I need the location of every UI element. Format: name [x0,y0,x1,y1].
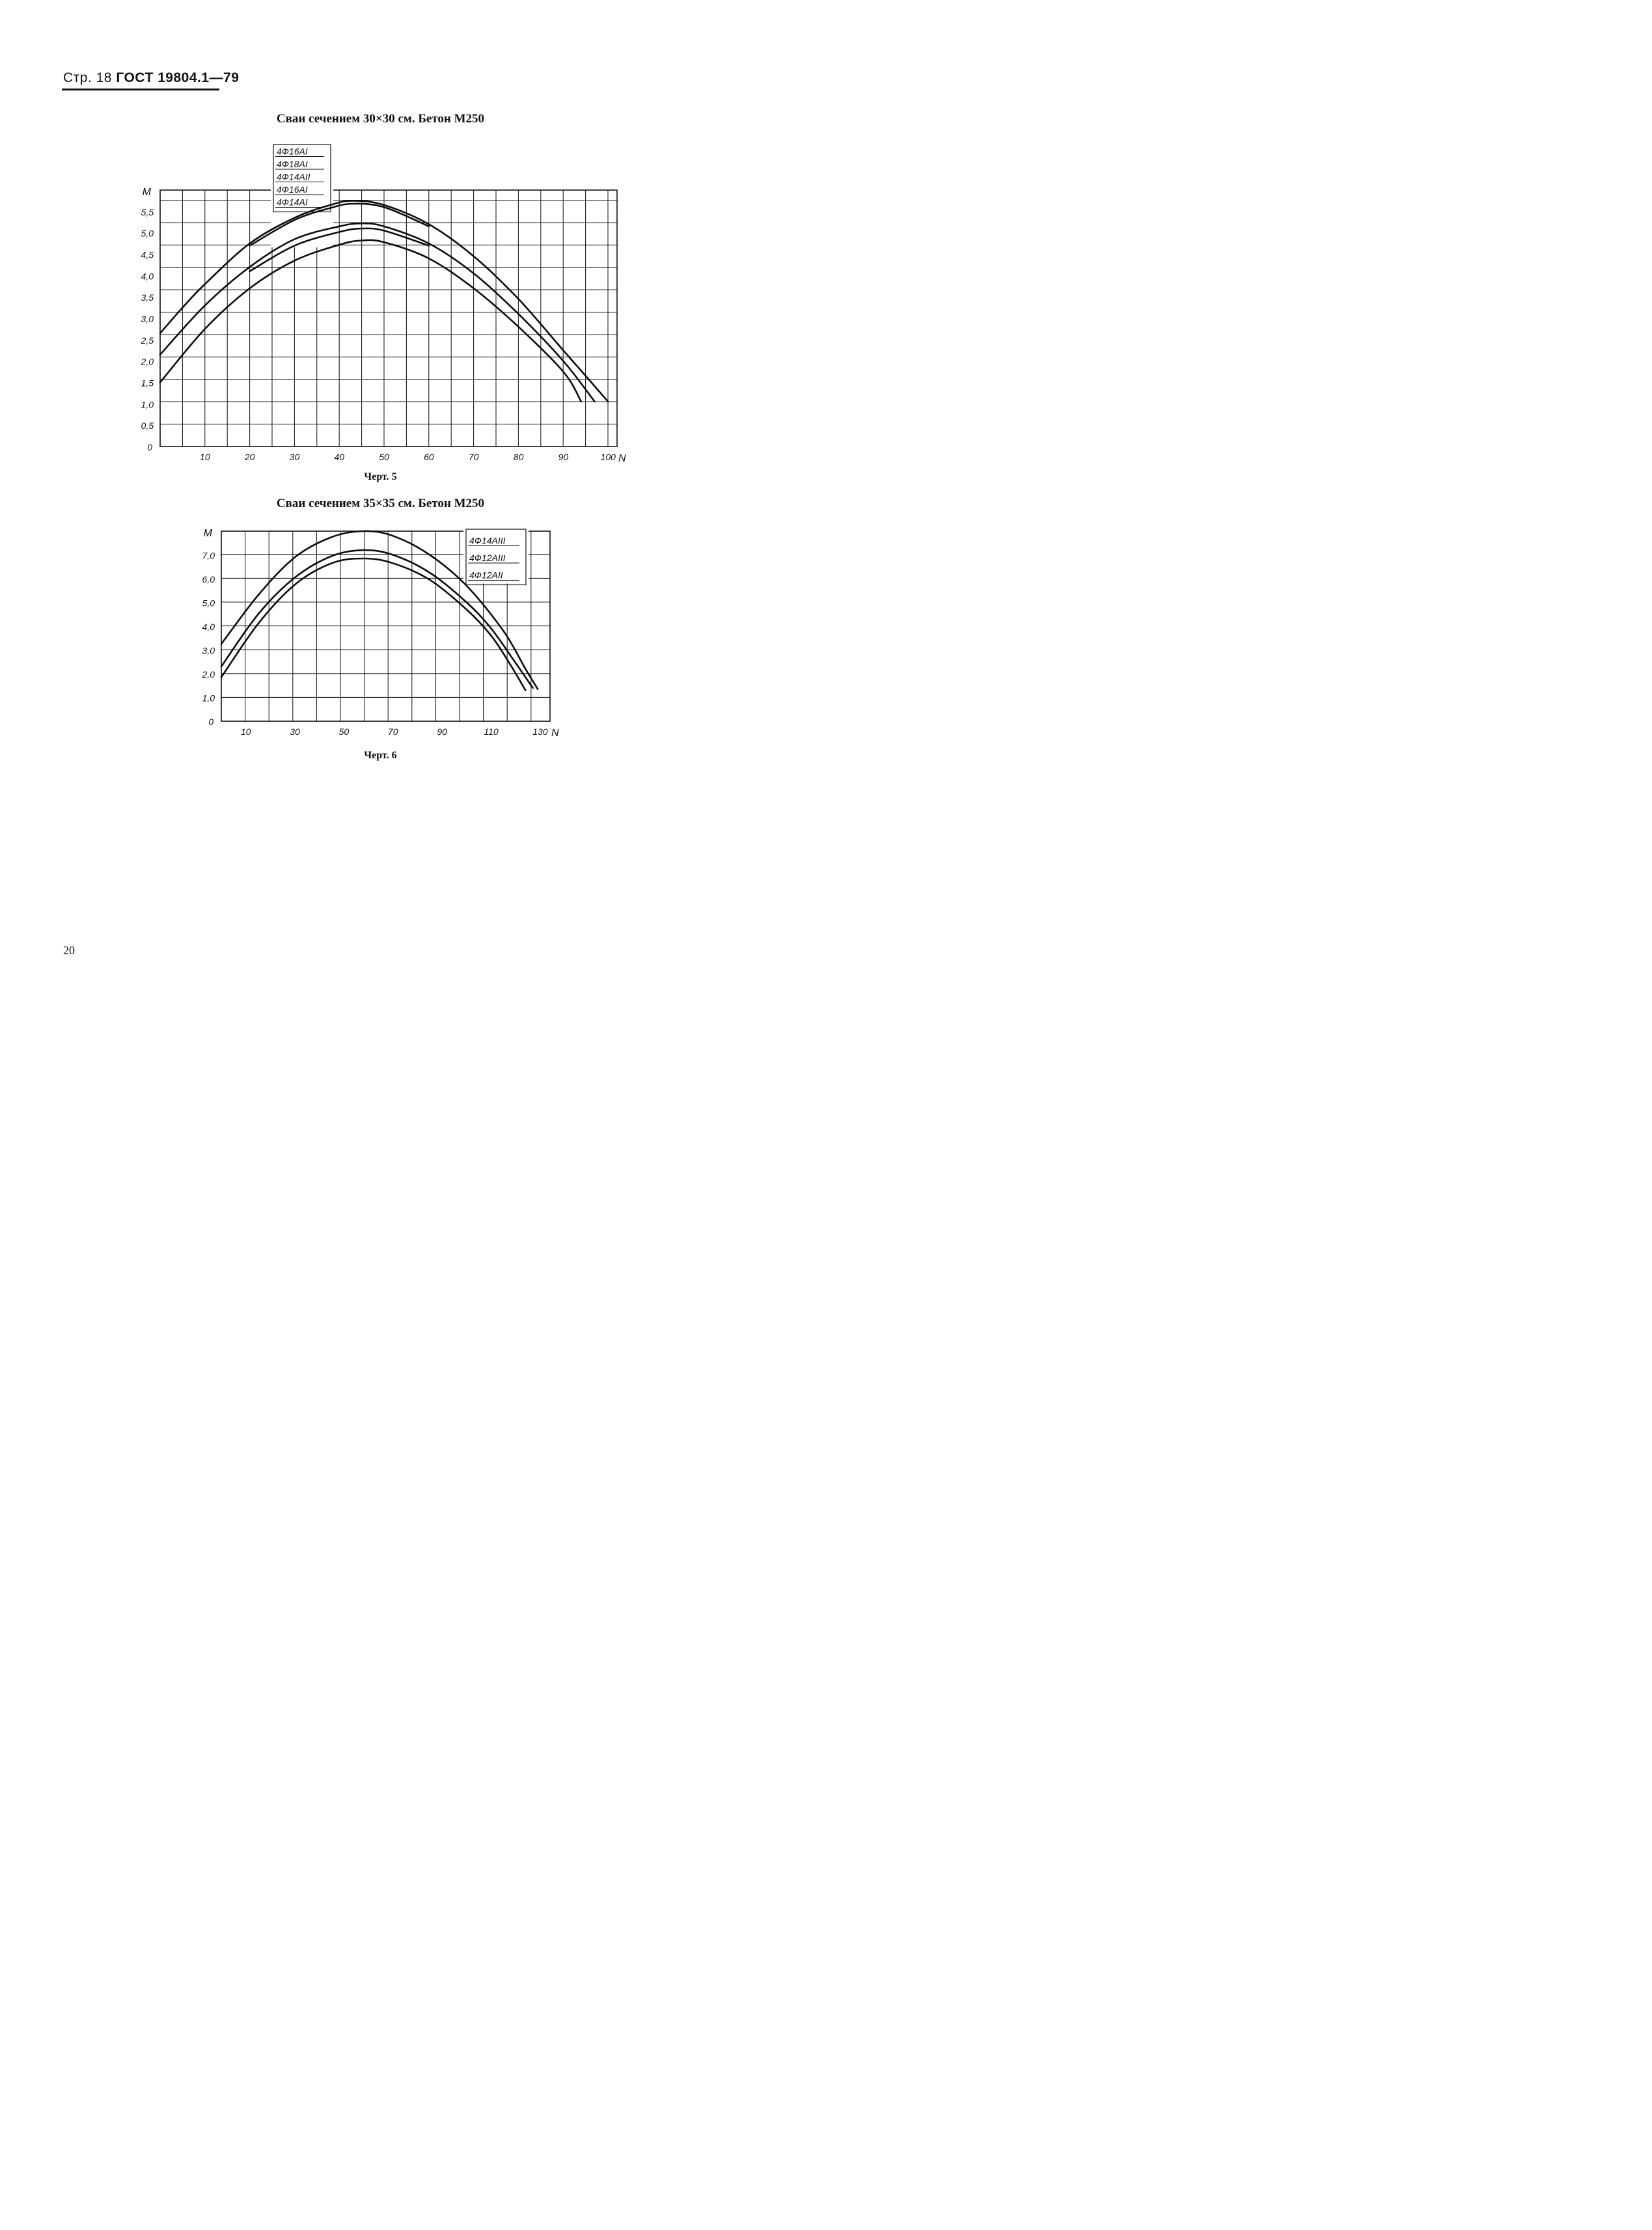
chart1-y-tick-label: 5,0 [141,228,154,239]
chart2-legend-entry: 4Ф14АIII [469,535,506,546]
chart1-origin-label: 0 [147,442,152,452]
chart1-x-tick-label: 40 [334,452,345,462]
chart1-y-tick-label: 4,5 [141,249,154,260]
chart2-origin-label: 0 [208,717,213,727]
chart2-x-tick-label: 70 [388,726,398,737]
page-number: 20 [63,944,75,957]
chart1-y-tick-label: 0,5 [141,420,154,432]
chart1-y-tick-label: 5,5 [141,206,154,217]
chart1-y-tick-label: 1,0 [141,399,154,410]
header-prefix: Стр. 18 [63,70,112,85]
chart1-x-tick-label: 20 [244,452,255,462]
chart2-x-tick-label: 30 [290,726,300,737]
chart1-x-tick-label: 70 [468,452,479,462]
chart2-y-tick-label: 3,0 [202,645,215,656]
chart2-y-tick-label: 2,0 [202,669,215,680]
chart2-y-tick-label: 1,0 [202,693,215,704]
chart1-x-tick-label: 80 [513,452,524,462]
chart2-x-tick-label: 110 [484,726,499,737]
header-code: ГОСТ 19804.1—79 [116,70,240,85]
chart2-title: Сваи сечением 35×35 см. Бетон М250 [276,497,485,510]
chart1-x-tick-label: 50 [379,452,389,462]
chart1-y-tick-label: 1,5 [141,378,154,389]
chart1-legend-entry: 4Ф16АI [277,146,308,157]
chart1-x-tick-label: 30 [289,452,300,462]
chart1-x-tick-label: 60 [424,452,434,462]
chart2-legend-entry: 4Ф12АII [469,570,503,581]
chart2-y-tick-label: 7,0 [202,550,215,561]
chart1-legend-entry: 4Ф18АI [277,159,308,169]
chart2-x-tick-label: 130 [532,726,548,737]
charts-canvas [0,0,761,1027]
chart1-y-tick-label: 3,5 [141,292,154,303]
chart2-legend-entry: 4Ф12АIII [469,553,506,563]
chart1-caption: Черт. 5 [364,471,397,482]
chart1-y-tick-label: 2,0 [141,356,154,367]
chart2-y-tick-label: 5,0 [202,598,215,609]
chart2-x-tick-label: 50 [338,726,350,737]
chart2-x-tick-label: 10 [240,726,251,737]
chart1-y-axis-label: M [142,187,151,198]
chart1-y-tick-label: 3,0 [141,314,154,324]
chart1-legend-entry: 4Ф16АI [277,184,308,195]
chart2-x-tick-label: 90 [437,726,447,737]
chart1-title: Сваи сечением 30×30 см. Бетон М250 [276,112,485,126]
chart2-x-axis-label: N [551,728,559,739]
chart1-x-tick-label: 90 [558,452,569,462]
chart1-y-tick-label: 4,0 [141,271,154,282]
chart1-legend-entry: 4Ф14АII [277,171,310,182]
chart2-y-axis-label: M [203,528,212,539]
chart2-y-tick-label: 4,0 [202,622,215,632]
chart2-y-tick-label: 6,0 [202,574,215,585]
chart1-x-axis-label: N [618,453,626,464]
chart1-x-tick-label: 10 [200,452,210,462]
chart1-legend-entry: 4Ф14АI [277,197,308,208]
chart1-y-tick-label: 2,5 [141,335,154,346]
chart2-caption: Черт. 6 [364,750,397,761]
chart1-x-tick-label: 100 [600,452,616,462]
